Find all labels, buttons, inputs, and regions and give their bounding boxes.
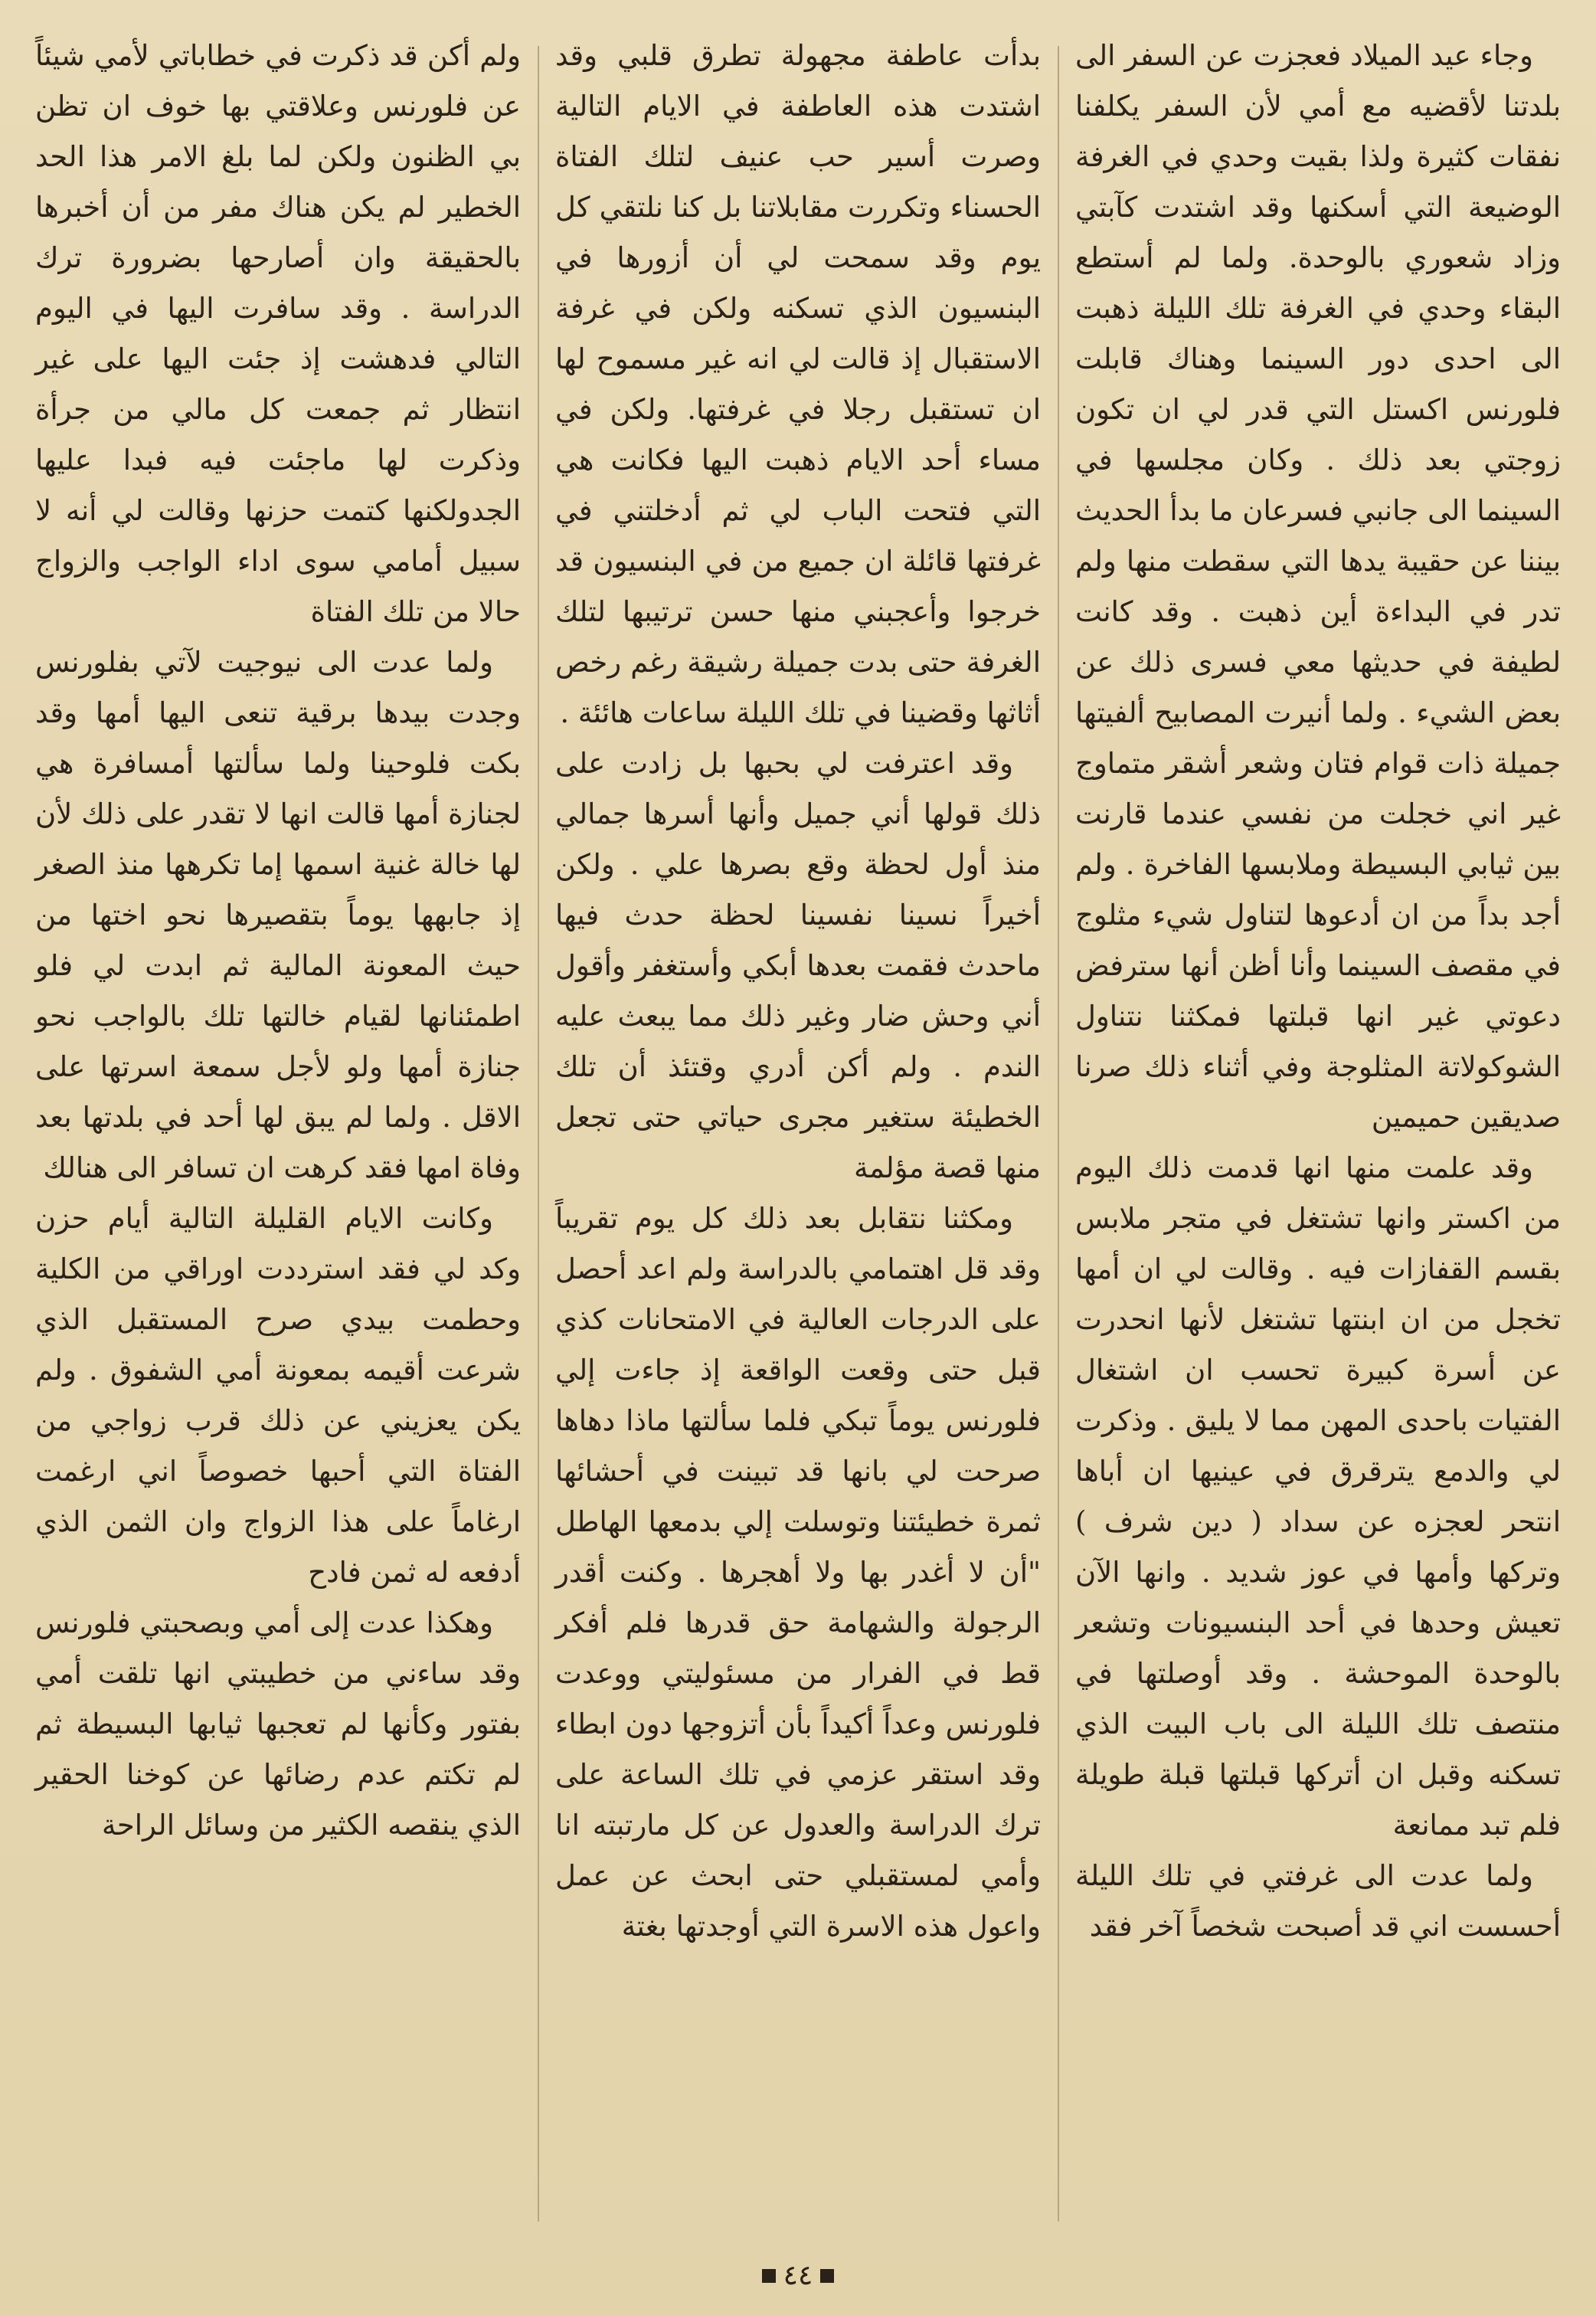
paragraph: ومكثنا نتقابل بعد ذلك كل يوم تقريباً وقد قل اهتمامي بالدراسة ولم اعد أحصل على الدرجات العالية في الامتحانات كذي قبل حتى وقعت الواقعة إذ جاءت إلي فلورنس يوماً تبكي فلما سألتها ماذا دهاها صرحت لي بانها قد تبينت في أحشائها ثمرة خطيئتنا وتوسلت إلي بدمعها الهاطل "أن لا أغدر بها ولا أهجرها . وكنت أقدر الرجولة والشهامة حق قدرها فلم أفكر قط في الفرار من مسئوليتي ووعدت فلورنس وعداً أكيداً بأن أتزوجها دون ابطاء وقد استقر عزمي في تلك الساعة على ترك الدراسة والعدول عن كل مارتبته انا وأمي لمستقبلي حتى ابحث عن عمل واعول هذه الاسرة التي أوجدتها بغتة [555,1202,1041,1943]
column-middle [549,31,1047,2222]
text-columns [29,31,1567,2237]
column-divider [1058,46,1059,2222]
square-ornament-icon [762,2269,776,2283]
square-ornament-icon [820,2269,834,2283]
paragraph: وقد علمت منها انها قدمت ذلك اليوم من اكستر وانها تشتغل في متجر ملابس بقسم القفازات فيه . وقالت لي ان أمها تخجل من ان ابنتها تشتغل لأنها انحدرت عن أسرة كبيرة تحسب ان اشتغال الفتيات باحدى المهن مما لا يليق . وذكرت لي والدمع يترقرق في عينيها ان أباها انتحر لعجزه عن سداد ( دين شرف ) وتركها وأمها في عوز شديد . وانها الآن تعيش وحدها في أحد البنسيونات وتشعر بالوحدة الموحشة . وقد أوصلتها في منتصف تلك الليلة الى باب البيت الذي تسكنه وقبل ان أتركها قبلتها قبلة طويلة فلم تبد ممانعة [1075,1151,1561,1842]
column-left [29,31,527,2222]
paragraph: ولما عدت الى غرفتي في تلك الليلة أحسست اني قد أصبحت شخصاً آخر فقد [1075,1859,1561,1943]
paragraph: ولم أكن قد ذكرت في خطاباتي لأمي شيئاً عن فلورنس وعلاقتي بها خوف ان تظن بي الظنون ولكن لما بلغ الامر هذا الحد الخطير لم يكن هناك مفر من أن أخبرها بالحقيقة وان أصارحها بضرورة ترك الدراسة . وقد سافرت اليها في اليوم التالي فدهشت إذ جئت اليها على غير انتظار ثم جمعت كل مالي من جرأة وذكرت لها ماجئت فيه فبدا عليها الجدولكنها كتمت حزنها وقالت لي أنه لا سبيل أمامي سوى اداء الواجب والزواج حالا من تلك الفتاة [35,39,521,628]
paragraph: بدأت عاطفة مجهولة تطرق قلبي وقد اشتدت هذه العاطفة في الايام التالية وصرت أسير حب عنيف لتلك الفتاة الحسناء وتكررت مقابلاتنا بل كنا نلتقي كل يوم وقد سمحت لي أن أزورها في البنسيون الذي تسكنه ولكن في غرفة الاستقبال إذ قالت لي انه غير مسموح لها ان تستقبل رجلا في غرفتها. ولكن في مساء أحد الايام ذهبت اليها فكانت هي التي فتحت الباب لي ثم أدخلتني في غرفتها قائلة ان جميع من في البنسيون قد خرجوا وأعجبني منها حسن ترتيبها لتلك الغرفة حتى بدت جميلة رشيقة رغم رخص أثاثها وقضينا في تلك الليلة ساعات هائئة . [555,39,1041,729]
column-right [1069,31,1567,2222]
page-footer [0,2260,1596,2291]
column-divider [538,46,539,2222]
paragraph: وكانت الايام القليلة التالية أيام حزن وكد لي فقد استرددت اوراقي من الكلية وحطمت بيدي صرح المستقبل الذي شرعت أقيمه بمعونة أمي الشفوق . ولم يكن يعزيني عن ذلك قرب زواجي من الفتاة التي أحبها خصوصاً اني ارغمت ارغاماً على هذا الزواج وان الثمن الذي أدفعه له ثمن فادح [35,1202,521,1589]
paragraph: وقد اعترفت لي بحبها بل زادت على ذلك قولها أني جميل وأنها أسرها جمالي منذ أول لحظة وقع بصرها علي . ولكن أخيراً نسينا نفسينا لحظة حدث فيها ماحدث فقمت بعدها أبكي وأستغفر وأقول أني وحش ضار وغير ذلك مما يبعث عليه الندم . ولم أكن أدري وقتئذ أن تلك الخطيئة ستغير مجرى حياتي حتى تجعل منها قصة مؤلمة [555,747,1041,1184]
paragraph: وجاء عيد الميلاد فعجزت عن السفر الى بلدتنا لأقضيه مع أمي لأن السفر يكلفنا نفقات كثيرة ولذا بقيت وحدي في الغرفة الوضيعة التي أسكنها وقد اشتدت كآبتي وزاد شعوري بالوحدة. ولما لم أستطع البقاء وحدي في الغرفة تلك الليلة ذهبت الى احدى دور السينما وهناك قابلت فلورنس اكستل التي قدر لي ان تكون زوجتي بعد ذلك . وكان مجلسها في السينما الى جانبي فسرعان ما بدأ الحديث بيننا عن حقيبة يدها التي سقطت منها ولم تدر في البداءة أين ذهبت . وقد كانت لطيفة في حديثها معي فسرى ذلك عن بعض الشيء . ولما أنيرت المصابيح ألفيتها جميلة ذات قوام فتان وشعر أشقر متماوج غير اني خجلت من نفسي عندما قارنت بين ثيابي البسيطة وملابسها الفاخرة . ولم أجد بداً من ان أدعوها لتناول شيء مثلوج في مقصف السينما وأنا أظن أنها سترفض دعوتي غير انها قبلتها فمكثنا نتناول الشوكولاتة المثلوجة وفي أثناء ذلك صرنا صديقين حميمين [1075,39,1561,1134]
page-number: ٤٤ [783,2260,813,2291]
paragraph: وهكذا عدت إلى أمي وبصحبتي فلورنس وقد ساءني من خطيبتي انها تلقت أمي بفتور وكأنها لم تعجبها ثيابها البسيطة ثم لم تكتم عدم رضائها عن كوخنا الحقير الذي ينقصه الكثير من وسائل الراحة [35,1606,521,1842]
paragraph: ولما عدت الى نيوجيت لآتي بفلورنس وجدت بيدها برقية تنعى اليها أمها وقد بكت فلوحينا ولما سألتها أمسافرة هي لجنازة أمها قالت انها لا تقدر على ذلك لأن لها خالة غنية اسمها إما تكرهها منذ الصغر إذ جابهها يوماً بتقصيرها نحو اختها من حيث المعونة المالية ثم ابدت لي فلو اطمئنانها لقيام خالتها تلك بالواجب نحو جنازة أمها ولو لأجل سمعة اسرتها على الاقل . ولما لم يبق لها أحد في بلدتها بعد وفاة امها فقد كرهت ان تسافر الى هنالك [35,646,521,1184]
